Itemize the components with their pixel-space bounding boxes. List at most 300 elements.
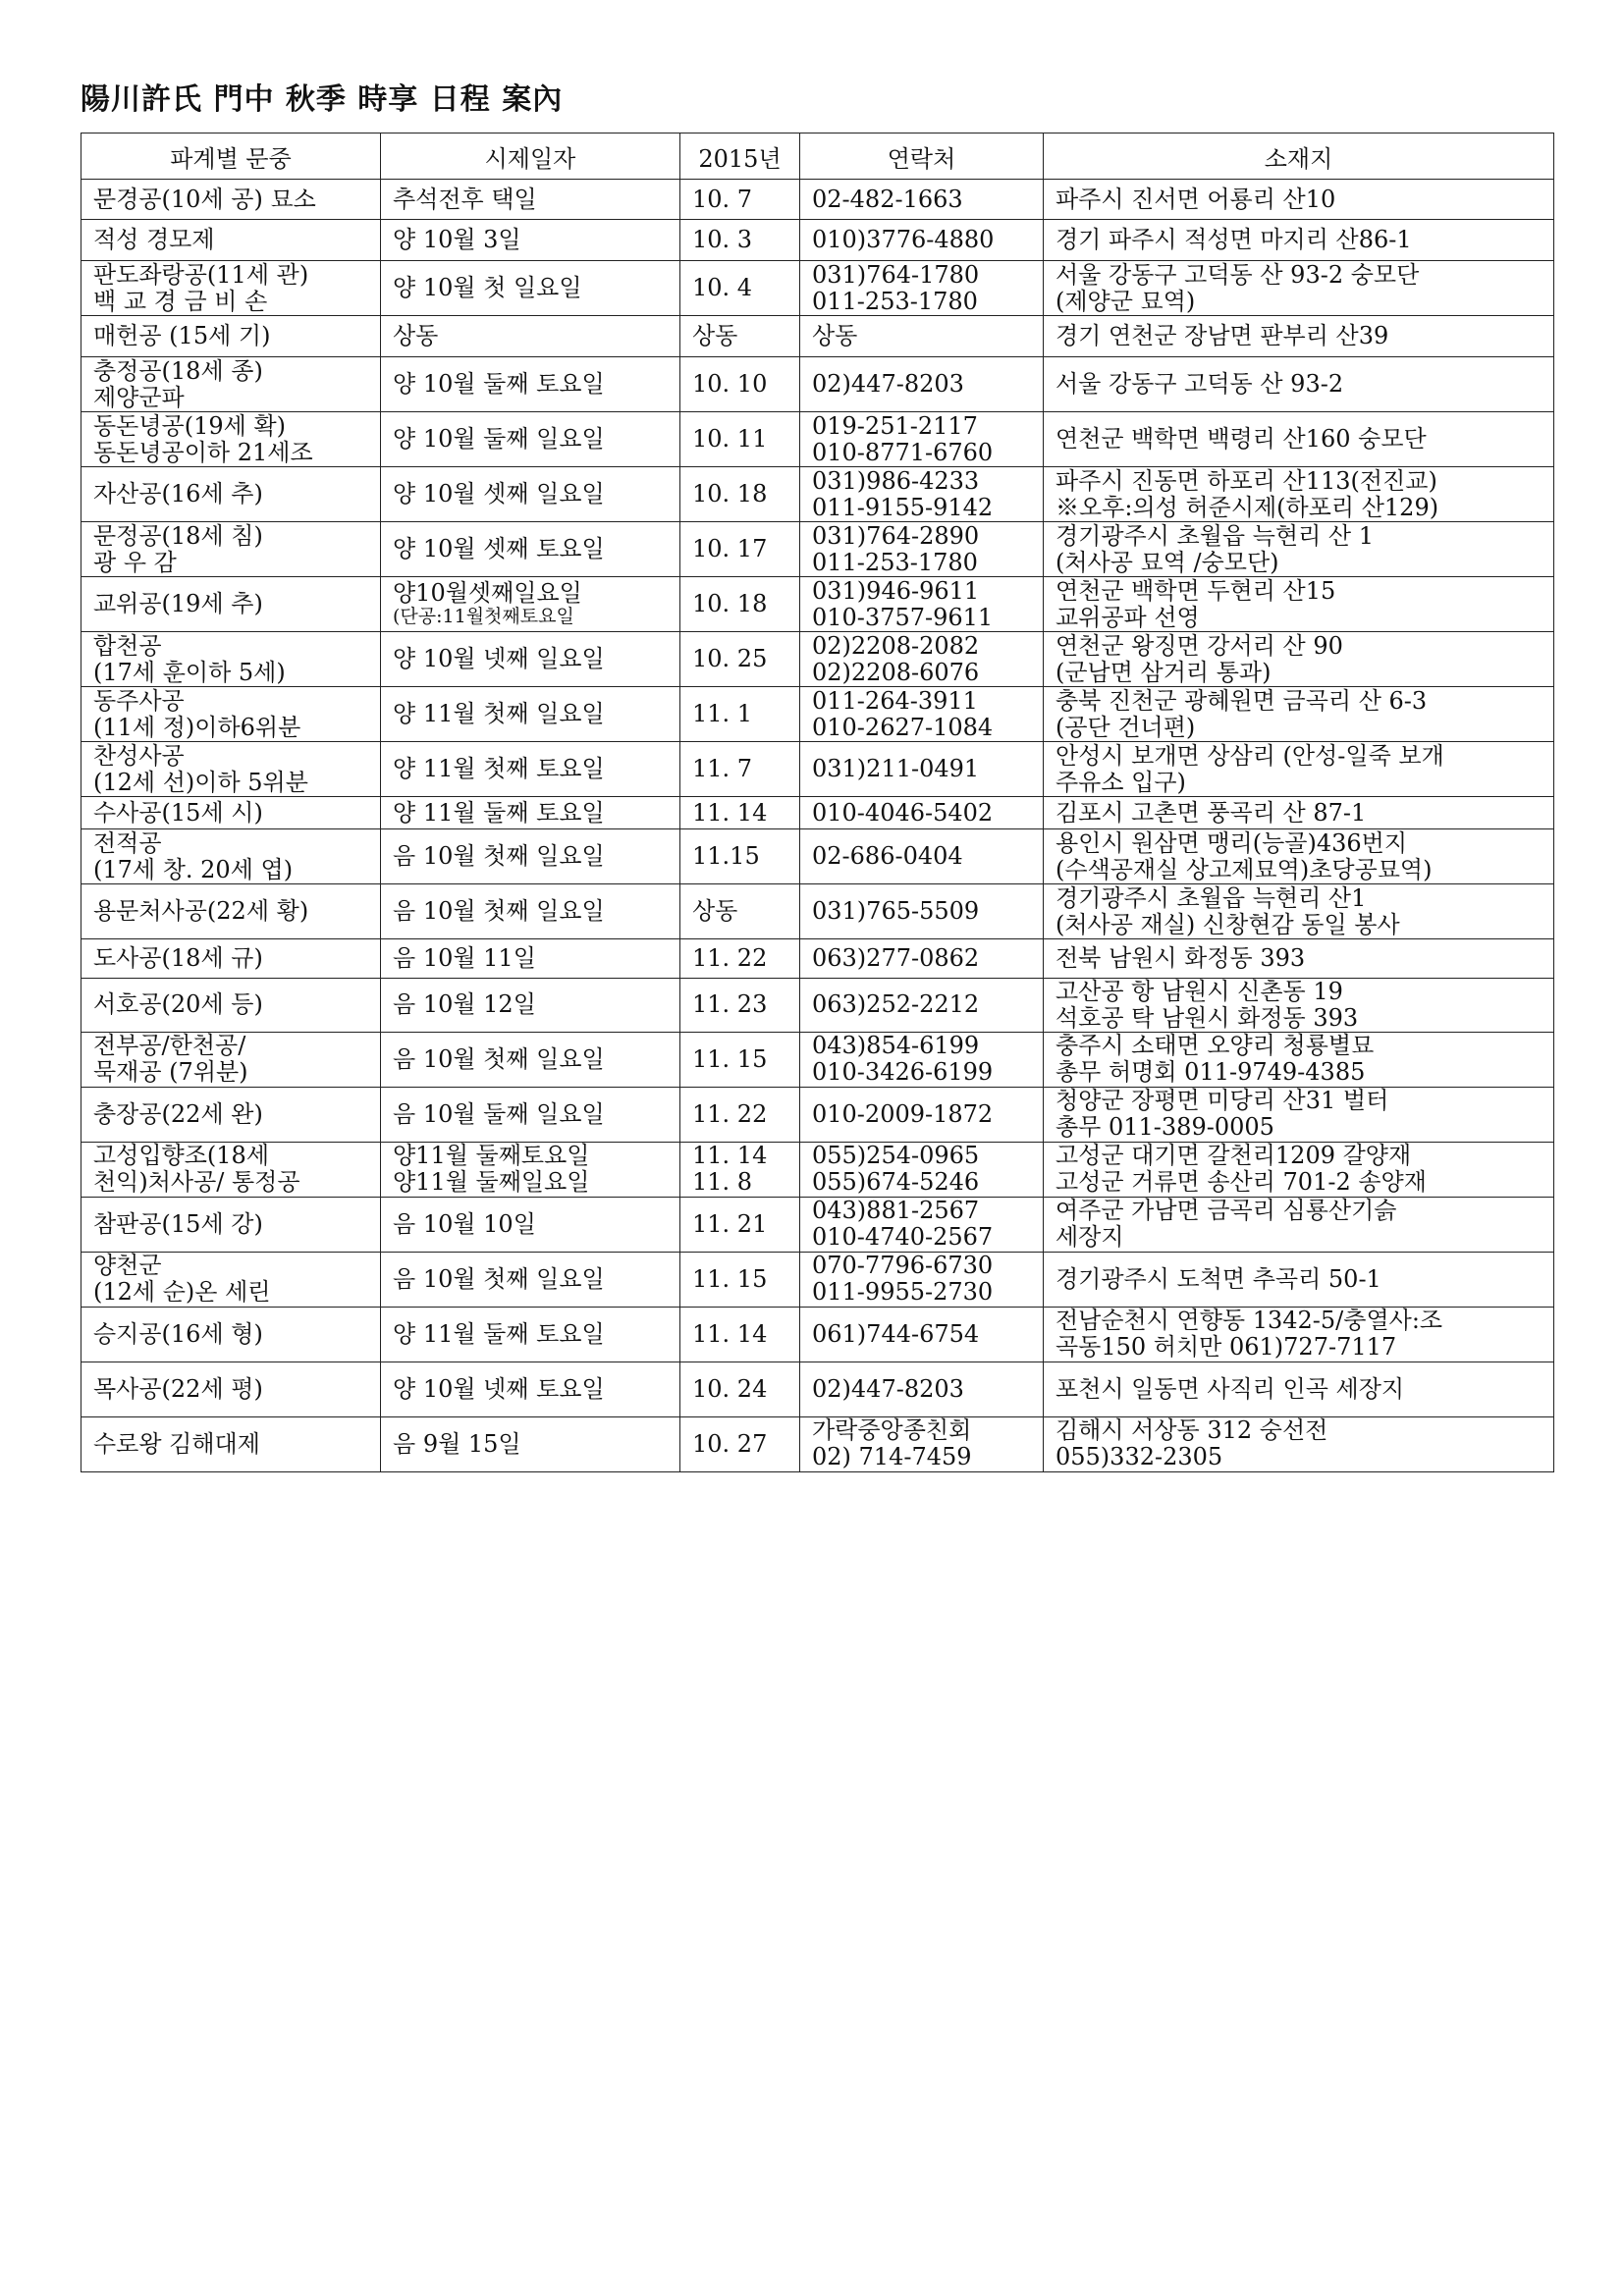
cell-day bbox=[381, 467, 680, 522]
cell-line: 경기광주시 초월읍 늑현리 산1 bbox=[1056, 883, 1367, 912]
cell-line: ※오후:의성 허준시제(하포리 산129) bbox=[1056, 493, 1439, 521]
cell-clan bbox=[81, 261, 381, 316]
cell-line: 10. 25 bbox=[692, 645, 768, 673]
table-row bbox=[81, 357, 1554, 412]
cell-line: 음 10월 11일 bbox=[393, 944, 536, 973]
cell-clan bbox=[81, 884, 381, 939]
cell-contact bbox=[800, 979, 1044, 1033]
cell-line: 포천시 일동면 사직리 인곡 세장지 bbox=[1056, 1374, 1405, 1403]
cell-date bbox=[680, 979, 800, 1033]
table-row bbox=[81, 742, 1554, 797]
cell-line: 고성군 거류면 송산리 701-2 송양재 bbox=[1056, 1168, 1427, 1197]
cell-date bbox=[680, 261, 800, 316]
table-row bbox=[81, 884, 1554, 939]
cell-clan bbox=[81, 979, 381, 1033]
cell-date bbox=[680, 1252, 800, 1307]
cell-line: 10. 3 bbox=[692, 226, 753, 254]
cell-day bbox=[381, 884, 680, 939]
cell-line: 충정공(18세 종) bbox=[93, 356, 263, 385]
cell-clan bbox=[81, 577, 381, 632]
cell-line: 11. 1 bbox=[692, 700, 753, 728]
cell-date bbox=[680, 316, 800, 357]
table-row bbox=[81, 412, 1554, 467]
cell-line: 011-9955-2730 bbox=[812, 1278, 994, 1307]
cell-line: 055)332-2305 bbox=[1056, 1443, 1223, 1471]
cell-location bbox=[1044, 797, 1554, 829]
cell-date bbox=[680, 412, 800, 467]
cell-clan bbox=[81, 1087, 381, 1142]
cell-date bbox=[680, 1087, 800, 1142]
cell-line: 011-9155-9142 bbox=[812, 493, 994, 521]
cell-line: 011-253-1780 bbox=[812, 548, 978, 576]
cell-line: 음 10월 10일 bbox=[393, 1209, 536, 1238]
cell-line: 수사공(15세 시) bbox=[93, 798, 263, 827]
table-header-row bbox=[81, 133, 1554, 180]
cell-clan bbox=[81, 1032, 381, 1087]
cell-line: 11. 14 bbox=[692, 1319, 768, 1348]
cell-line: 양 10월 셋째 일요일 bbox=[393, 480, 605, 508]
cell-contact bbox=[800, 687, 1044, 742]
cell-line: 11. 22 bbox=[692, 1099, 768, 1128]
cell-day bbox=[381, 939, 680, 979]
cell-line: 전적공 bbox=[93, 828, 162, 857]
cell-day bbox=[381, 687, 680, 742]
cell-line: 061)744-6754 bbox=[812, 1319, 980, 1348]
cell-line: 055)674-5246 bbox=[812, 1168, 980, 1197]
cell-clan bbox=[81, 522, 381, 577]
cell-day bbox=[381, 180, 680, 220]
cell-line: 11. 8 bbox=[692, 1168, 753, 1197]
cell-location bbox=[1044, 577, 1554, 632]
cell-line: 상동 bbox=[692, 322, 738, 350]
cell-line: 010-3757-9611 bbox=[812, 603, 994, 631]
cell-line: 10. 24 bbox=[692, 1374, 768, 1403]
cell-line: 전부공/한천공/ bbox=[93, 1032, 246, 1060]
cell-date bbox=[680, 1197, 800, 1252]
cell-line: 019-251-2117 bbox=[812, 411, 978, 440]
cell-clan bbox=[81, 1252, 381, 1307]
cell-date bbox=[680, 357, 800, 412]
cell-day bbox=[381, 1032, 680, 1087]
cell-location bbox=[1044, 316, 1554, 357]
cell-date bbox=[680, 1032, 800, 1087]
cell-day bbox=[381, 261, 680, 316]
cell-contact bbox=[800, 522, 1044, 577]
cell-line: 010-8771-6760 bbox=[812, 438, 994, 466]
cell-line: 양 11월 첫째 토요일 bbox=[393, 755, 605, 783]
cell-line: 02-482-1663 bbox=[812, 185, 963, 213]
cell-line: 묵재공 (7위분) bbox=[93, 1058, 248, 1087]
cell-date bbox=[680, 939, 800, 979]
cell-line: 연천군 백학면 백령리 산160 숭모단 bbox=[1056, 425, 1427, 454]
cell-day bbox=[381, 1142, 680, 1197]
cell-line: 양 10월 첫 일요일 bbox=[393, 274, 582, 302]
cell-line: 양10월셋째일요일 bbox=[393, 579, 582, 608]
cell-line: 02) 714-7459 bbox=[812, 1443, 972, 1471]
cell-clan bbox=[81, 687, 381, 742]
cell-line: 김해시 서상동 312 숭선전 bbox=[1056, 1416, 1328, 1445]
cell-line: 10. 4 bbox=[692, 274, 753, 302]
cell-contact bbox=[800, 939, 1044, 979]
cell-clan bbox=[81, 467, 381, 522]
cell-contact bbox=[800, 316, 1044, 357]
cell-location bbox=[1044, 829, 1554, 884]
cell-location bbox=[1044, 979, 1554, 1033]
cell-day bbox=[381, 632, 680, 687]
cell-line: (단공:11월첫째토요일 bbox=[393, 606, 574, 628]
cell-line: 고성군 대기면 갈천리1209 갈양재 bbox=[1056, 1142, 1412, 1170]
cell-clan bbox=[81, 829, 381, 884]
cell-contact bbox=[800, 1362, 1044, 1416]
cell-line: 경기광주시 도척면 추곡리 50-1 bbox=[1056, 1264, 1381, 1293]
cell-location bbox=[1044, 1252, 1554, 1307]
cell-day bbox=[381, 1197, 680, 1252]
cell-contact bbox=[800, 1252, 1044, 1307]
cell-line: 031)764-1780 bbox=[812, 260, 980, 289]
table-row bbox=[81, 522, 1554, 577]
cell-line: 070-7796-6730 bbox=[812, 1252, 994, 1280]
cell-line: 043)881-2567 bbox=[812, 1197, 980, 1225]
cell-day bbox=[381, 1252, 680, 1307]
cell-clan bbox=[81, 1416, 381, 1471]
cell-line: 031)764-2890 bbox=[812, 521, 980, 550]
cell-line: 제양군파 bbox=[93, 383, 185, 411]
table-row bbox=[81, 1307, 1554, 1362]
cell-clan bbox=[81, 220, 381, 261]
cell-line: (처사공 묘역 /숭모단) bbox=[1056, 548, 1279, 576]
cell-date bbox=[680, 522, 800, 577]
cell-clan bbox=[81, 1362, 381, 1416]
cell-contact bbox=[800, 797, 1044, 829]
cell-line: 여주군 가남면 금곡리 심룡산기슭 bbox=[1056, 1197, 1397, 1225]
cell-line: 양 10월 둘째 일요일 bbox=[393, 425, 605, 454]
cell-line: 양천군 bbox=[93, 1252, 162, 1280]
cell-location bbox=[1044, 220, 1554, 261]
table-row bbox=[81, 1416, 1554, 1471]
cell-line: 양 10월 둘째 토요일 bbox=[393, 370, 605, 399]
cell-line: 양 11월 첫째 일요일 bbox=[393, 700, 605, 728]
cell-line: 총무 011-389-0005 bbox=[1056, 1113, 1274, 1142]
cell-day bbox=[381, 797, 680, 829]
cell-contact bbox=[800, 1087, 1044, 1142]
cell-contact bbox=[800, 632, 1044, 687]
cell-contact bbox=[800, 357, 1044, 412]
cell-line: 참판공(15세 강) bbox=[93, 1209, 263, 1238]
header-date: 2015년 bbox=[680, 133, 800, 180]
cell-contact bbox=[800, 1197, 1044, 1252]
cell-line: 총무 허명회 011-9749-4385 bbox=[1056, 1058, 1366, 1087]
cell-line: 적성 경모제 bbox=[93, 226, 215, 254]
cell-line: 양 11월 둘째 토요일 bbox=[393, 798, 605, 827]
cell-line: 010-2627-1084 bbox=[812, 713, 994, 741]
cell-date bbox=[680, 884, 800, 939]
cell-line: 서울 강동구 고덕동 산 93-2 bbox=[1056, 370, 1344, 399]
cell-line: 청양군 장평면 미당리 산31 벌터 bbox=[1056, 1087, 1389, 1115]
cell-line: 고산공 항 남원시 신촌동 19 bbox=[1056, 978, 1343, 1005]
table-row bbox=[81, 797, 1554, 829]
cell-line: 상동 bbox=[812, 322, 858, 350]
cell-location bbox=[1044, 884, 1554, 939]
cell-line: 파주시 진서면 어룡리 산10 bbox=[1056, 185, 1336, 213]
cell-line: 고성입향조(18세 bbox=[93, 1142, 270, 1170]
cell-line: 자산공(16세 추) bbox=[93, 480, 263, 508]
cell-line: 11. 15 bbox=[692, 1044, 768, 1073]
table-row bbox=[81, 316, 1554, 357]
cell-day bbox=[381, 1362, 680, 1416]
cell-date bbox=[680, 742, 800, 797]
schedule-table bbox=[81, 133, 1554, 1472]
cell-line: 충장공(22세 완) bbox=[93, 1099, 263, 1128]
cell-day bbox=[381, 522, 680, 577]
cell-line: 세장지 bbox=[1056, 1223, 1124, 1252]
cell-location bbox=[1044, 742, 1554, 797]
cell-location bbox=[1044, 467, 1554, 522]
cell-line: 음 10월 12일 bbox=[393, 990, 536, 1019]
cell-line: 음 10월 둘째 일요일 bbox=[393, 1099, 605, 1128]
cell-contact bbox=[800, 220, 1044, 261]
cell-location bbox=[1044, 1197, 1554, 1252]
cell-location bbox=[1044, 412, 1554, 467]
cell-location bbox=[1044, 357, 1554, 412]
cell-line: 백 교 경 금 비 손 bbox=[93, 287, 268, 315]
cell-contact bbox=[800, 412, 1044, 467]
cell-line: 031)946-9611 bbox=[812, 576, 980, 605]
cell-contact bbox=[800, 1307, 1044, 1362]
cell-day bbox=[381, 829, 680, 884]
cell-contact bbox=[800, 1416, 1044, 1471]
table-row bbox=[81, 979, 1554, 1033]
cell-location bbox=[1044, 1032, 1554, 1087]
cell-line: (17세 훈이하 5세) bbox=[93, 658, 286, 686]
cell-clan bbox=[81, 797, 381, 829]
header-location: 소재지 bbox=[1044, 133, 1554, 180]
cell-date bbox=[680, 1142, 800, 1197]
cell-contact bbox=[800, 1032, 1044, 1087]
cell-line: 전남순천시 연향동 1342-5/충열사:조 bbox=[1056, 1307, 1443, 1335]
cell-contact bbox=[800, 742, 1044, 797]
cell-contact bbox=[800, 261, 1044, 316]
cell-day bbox=[381, 1087, 680, 1142]
cell-contact bbox=[800, 577, 1044, 632]
cell-line: (12세 선)이하 5위분 bbox=[93, 768, 308, 796]
cell-date bbox=[680, 632, 800, 687]
cell-line: 10. 17 bbox=[692, 535, 768, 563]
cell-line: 043)854-6199 bbox=[812, 1032, 980, 1060]
cell-line: 031)986-4233 bbox=[812, 466, 980, 495]
cell-line: 주유소 입구) bbox=[1056, 768, 1186, 796]
cell-line: 11. 21 bbox=[692, 1209, 768, 1238]
table-row bbox=[81, 261, 1554, 316]
cell-line: 063)277-0862 bbox=[812, 944, 980, 973]
table-row bbox=[81, 687, 1554, 742]
cell-line: 교위공파 선영 bbox=[1056, 603, 1200, 631]
table-row bbox=[81, 939, 1554, 979]
cell-clan bbox=[81, 1142, 381, 1197]
cell-line: 양 10월 3일 bbox=[393, 226, 521, 254]
table-row bbox=[81, 180, 1554, 220]
cell-line: 음 10월 첫째 일요일 bbox=[393, 842, 605, 871]
cell-line: (처사공 재실) 신창현감 동일 봉사 bbox=[1056, 910, 1400, 938]
cell-line: 동돈녕공이하 21세조 bbox=[93, 438, 313, 466]
cell-location bbox=[1044, 939, 1554, 979]
header-contact: 연락처 bbox=[800, 133, 1044, 180]
cell-line: 가락중앙종친회 bbox=[812, 1416, 972, 1445]
cell-line: 02)447-8203 bbox=[812, 370, 964, 399]
cell-line: 063)252-2212 bbox=[812, 990, 980, 1019]
cell-location bbox=[1044, 522, 1554, 577]
table-body bbox=[81, 180, 1554, 1472]
header-day: 시제일자 bbox=[381, 133, 680, 180]
cell-location bbox=[1044, 1362, 1554, 1416]
cell-line: 031)211-0491 bbox=[812, 755, 980, 783]
cell-line: 010)3776-4880 bbox=[812, 226, 995, 254]
cell-clan bbox=[81, 742, 381, 797]
cell-line: 매헌공 (15세 기) bbox=[93, 322, 271, 350]
table-row bbox=[81, 1362, 1554, 1416]
cell-line: 음 10월 첫째 일요일 bbox=[393, 1264, 605, 1293]
cell-line: 상동 bbox=[393, 322, 439, 350]
cell-line: (12세 순)온 세린 bbox=[93, 1278, 271, 1307]
cell-line: 10. 7 bbox=[692, 185, 753, 213]
cell-line: 서호공(20세 등) bbox=[93, 990, 263, 1019]
cell-line: 010-3426-6199 bbox=[812, 1058, 994, 1087]
cell-line: 경기 파주시 적성면 마지리 산86-1 bbox=[1056, 226, 1412, 254]
cell-line: 동돈녕공(19세 확) bbox=[93, 411, 286, 440]
cell-day bbox=[381, 742, 680, 797]
cell-line: 곡동150 허치만 061)727-7117 bbox=[1056, 1333, 1397, 1362]
cell-day bbox=[381, 1416, 680, 1471]
cell-date bbox=[680, 1307, 800, 1362]
cell-day bbox=[381, 412, 680, 467]
cell-day bbox=[381, 979, 680, 1033]
cell-location bbox=[1044, 687, 1554, 742]
cell-location bbox=[1044, 1087, 1554, 1142]
cell-date bbox=[680, 577, 800, 632]
table-row bbox=[81, 1032, 1554, 1087]
table-row bbox=[81, 220, 1554, 261]
cell-date bbox=[680, 467, 800, 522]
table-row bbox=[81, 467, 1554, 522]
cell-line: 승지공(16세 형) bbox=[93, 1319, 263, 1348]
cell-line: (제양군 묘역) bbox=[1056, 287, 1196, 315]
cell-line: 충주시 소태면 오양리 청룡별묘 bbox=[1056, 1032, 1375, 1060]
table-row bbox=[81, 1087, 1554, 1142]
cell-line: 011-264-3911 bbox=[812, 686, 978, 715]
cell-line: 11. 22 bbox=[692, 944, 768, 973]
page-title: 陽川許氏 門中 秋季 時享 日程 案內 bbox=[81, 82, 564, 117]
cell-line: 양 10월 셋째 토요일 bbox=[393, 535, 605, 563]
cell-line: 10. 18 bbox=[692, 590, 768, 618]
cell-contact bbox=[800, 829, 1044, 884]
cell-date bbox=[680, 1362, 800, 1416]
cell-line: 양11월 둘째일요일 bbox=[393, 1168, 590, 1197]
cell-line: 찬성사공 bbox=[93, 741, 185, 770]
cell-location bbox=[1044, 632, 1554, 687]
cell-line: 석호공 탁 남원시 화정동 393 bbox=[1056, 1003, 1359, 1032]
cell-line: 광 우 감 bbox=[93, 548, 177, 576]
cell-line: 11. 14 bbox=[692, 1142, 768, 1170]
cell-contact bbox=[800, 467, 1044, 522]
cell-date bbox=[680, 1416, 800, 1471]
cell-clan bbox=[81, 939, 381, 979]
cell-line: 동주사공 bbox=[93, 686, 185, 715]
cell-line: 도사공(18세 규) bbox=[93, 944, 263, 973]
table-row bbox=[81, 829, 1554, 884]
table-row bbox=[81, 577, 1554, 632]
cell-day bbox=[381, 1307, 680, 1362]
table-row bbox=[81, 1142, 1554, 1197]
cell-line: 양 10월 넷째 일요일 bbox=[393, 645, 605, 673]
cell-line: 양 10월 넷째 토요일 bbox=[393, 1374, 605, 1403]
cell-date bbox=[680, 180, 800, 220]
cell-line: 11. 15 bbox=[692, 1264, 768, 1293]
cell-day bbox=[381, 577, 680, 632]
cell-line: 02)2208-2082 bbox=[812, 631, 980, 660]
cell-contact bbox=[800, 1142, 1044, 1197]
cell-line: 경기광주시 초월읍 늑현리 산 1 bbox=[1056, 521, 1374, 550]
cell-clan bbox=[81, 316, 381, 357]
cell-line: 양11월 둘째토요일 bbox=[393, 1142, 590, 1170]
cell-line: 055)254-0965 bbox=[812, 1142, 980, 1170]
cell-date bbox=[680, 687, 800, 742]
cell-contact bbox=[800, 884, 1044, 939]
cell-line: 010-4046-5402 bbox=[812, 798, 994, 827]
cell-day bbox=[381, 220, 680, 261]
cell-location bbox=[1044, 180, 1554, 220]
cell-date bbox=[680, 797, 800, 829]
cell-line: 음 9월 15일 bbox=[393, 1429, 521, 1458]
cell-line: 010-4740-2567 bbox=[812, 1223, 994, 1252]
cell-line: 10. 18 bbox=[692, 480, 768, 508]
header-clan: 파계별 문중 bbox=[81, 133, 381, 180]
cell-line: 파주시 진동면 하포리 산113(전진교) bbox=[1056, 466, 1437, 495]
cell-line: 서울 강동구 고덕동 산 93-2 숭모단 bbox=[1056, 260, 1420, 289]
table-row bbox=[81, 1197, 1554, 1252]
cell-line: 010-2009-1872 bbox=[812, 1099, 994, 1128]
cell-line: (공단 건너편) bbox=[1056, 713, 1196, 741]
cell-line: 음 10월 첫째 일요일 bbox=[393, 897, 605, 926]
cell-line: 11.15 bbox=[692, 842, 760, 871]
cell-location bbox=[1044, 1307, 1554, 1362]
cell-clan bbox=[81, 180, 381, 220]
cell-line: 합천공 bbox=[93, 631, 162, 660]
cell-line: 천익)처사공/ 통정공 bbox=[93, 1168, 300, 1197]
cell-day bbox=[381, 357, 680, 412]
cell-line: 11. 23 bbox=[692, 990, 768, 1019]
cell-clan bbox=[81, 1307, 381, 1362]
cell-clan bbox=[81, 632, 381, 687]
cell-line: 용인시 원삼면 맹리(능골)436번지 bbox=[1056, 828, 1408, 857]
cell-line: 수로왕 김해대제 bbox=[93, 1429, 260, 1458]
cell-line: 경기 연천군 장남면 판부리 산39 bbox=[1056, 322, 1389, 350]
cell-line: 10. 10 bbox=[692, 370, 768, 399]
cell-contact bbox=[800, 180, 1044, 220]
cell-line: 목사공(22세 평) bbox=[93, 1374, 263, 1403]
cell-line: 10. 27 bbox=[692, 1429, 768, 1458]
table-row bbox=[81, 632, 1554, 687]
cell-line: 상동 bbox=[692, 897, 738, 926]
cell-line: 추석전후 택일 bbox=[393, 185, 537, 213]
cell-line: 판도좌랑공(11세 관) bbox=[93, 260, 309, 289]
cell-line: 문경공(10세 공) 묘소 bbox=[93, 185, 316, 213]
cell-day bbox=[381, 316, 680, 357]
cell-line: 교위공(19세 추) bbox=[93, 590, 263, 618]
cell-line: 11. 7 bbox=[692, 755, 753, 783]
cell-line: 음 10월 첫째 일요일 bbox=[393, 1044, 605, 1073]
cell-line: 02)447-8203 bbox=[812, 1374, 964, 1403]
cell-line: 안성시 보개면 상삼리 (안성-일죽 보개 bbox=[1056, 741, 1444, 770]
cell-line: 용문처사공(22세 황) bbox=[93, 897, 309, 926]
